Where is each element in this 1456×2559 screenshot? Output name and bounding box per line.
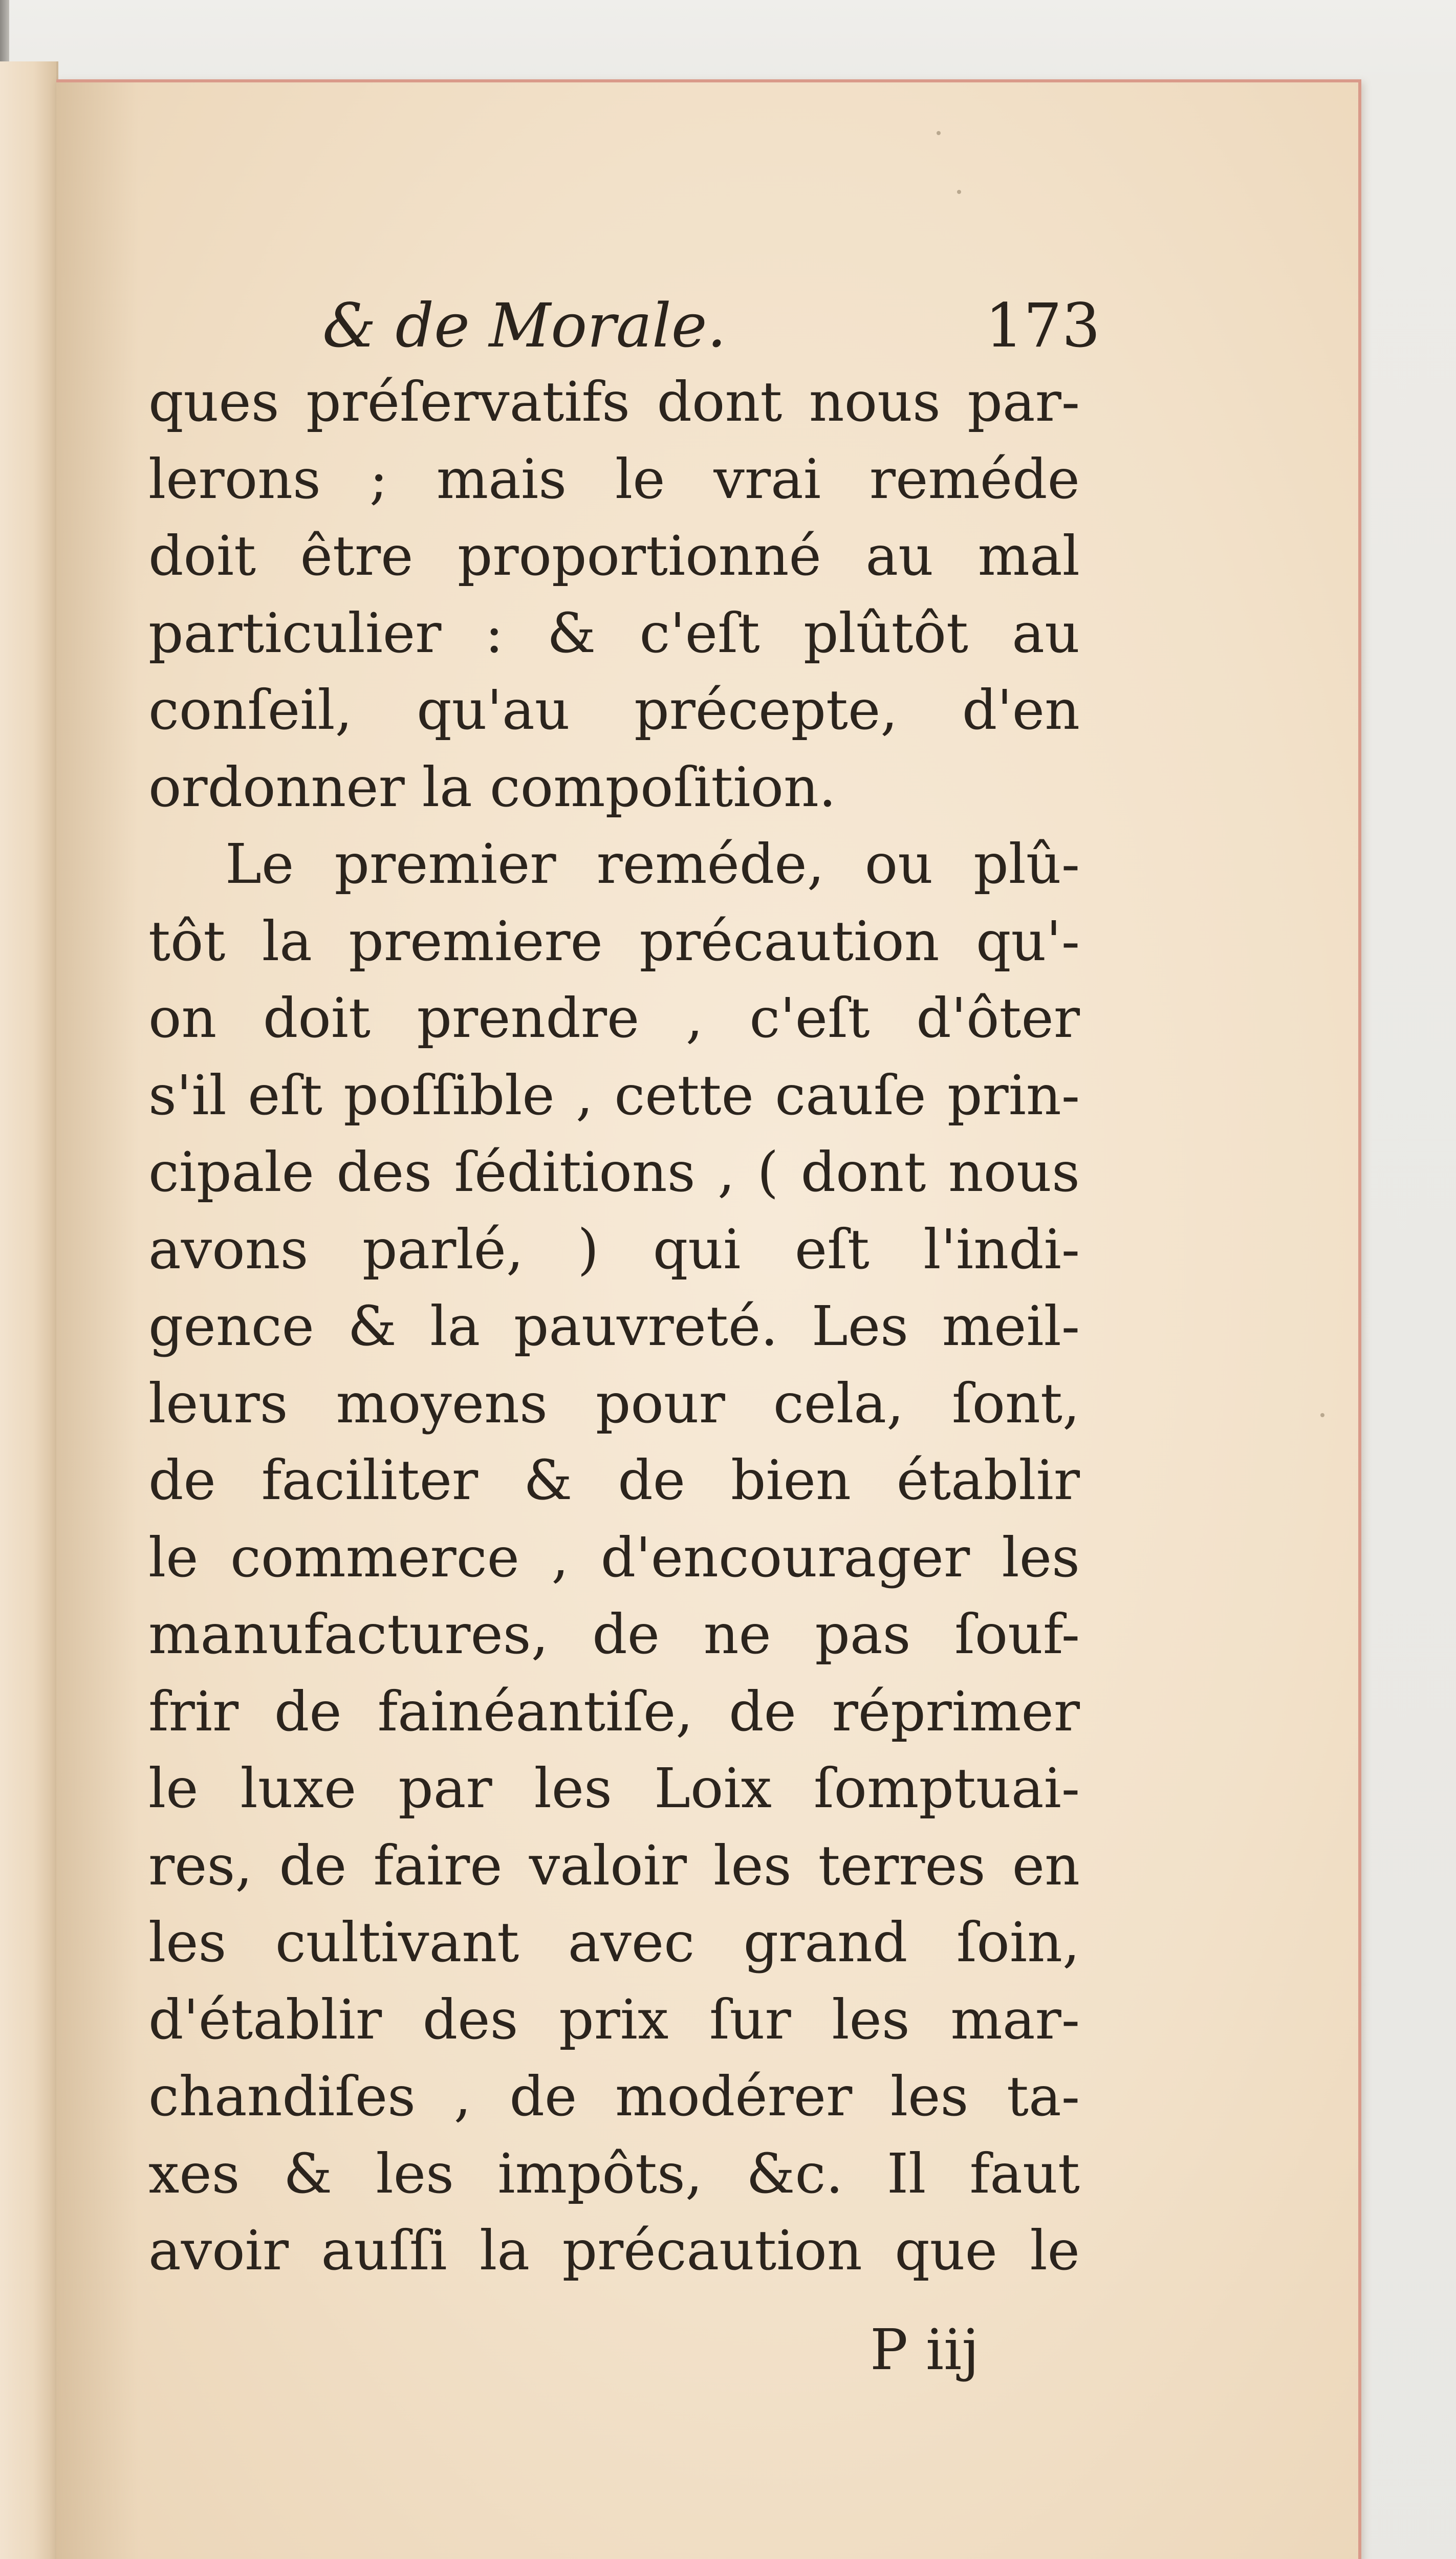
text-line: manufactures, de ne pas ſouf-	[148, 1603, 1080, 1666]
text-line: ordonner la compoſition.	[148, 755, 836, 819]
text-line: d'établir des prix ſur les mar-	[148, 1988, 1080, 2052]
text-line: res, de faire valoir les terres en	[148, 1834, 1080, 1898]
text-line: de faciliter & de bien établir	[148, 1449, 1080, 1512]
text-line: avons parlé, ) qui eſt l'indi-	[148, 1218, 1080, 1282]
text-line: s'il eſt poſſible , cette cauſe prin-	[148, 1064, 1080, 1127]
text-line: particulier : & c'eſt plûtôt au	[148, 601, 1080, 665]
text-line: ques préſervatifs dont nous par-	[148, 371, 1080, 434]
text-line: cipale des ſéditions , ( dont nous	[148, 1141, 1080, 1204]
gutter-shadow	[56, 82, 138, 2559]
signature-mark: P iij	[870, 2317, 980, 2382]
paragraph-2	[148, 826, 1080, 2290]
text-line: avoir auſſi la précaution que le	[148, 2219, 1080, 2283]
page-number: 173	[985, 290, 1100, 361]
text-line: leurs moyens pour cela, ſont,	[148, 1372, 1080, 1436]
text-line: xes & les impôts, &c. Il faut	[148, 2142, 1080, 2206]
book-page	[56, 79, 1361, 2559]
body-text	[148, 364, 1080, 2290]
text-line: frir de fainéantiſe, de réprimer	[148, 1680, 1080, 1744]
text-line: les cultivant avec grand ſoin,	[148, 1911, 1080, 1975]
text-line: conſeil, qu'au précepte, d'en	[148, 679, 1080, 742]
text-line: doit être proportionné au mal	[148, 525, 1080, 588]
text-line: chandiſes , de modérer les ta-	[148, 2065, 1080, 2129]
text-line: le commerce , d'encourager les	[148, 1526, 1080, 1590]
running-header	[322, 285, 1100, 366]
adjacent-page-edge	[0, 61, 58, 2559]
text-line: on doit prendre , c'eſt d'ôter	[148, 987, 1080, 1050]
text-line: gence & la pauvreté. Les meil-	[148, 1295, 1080, 1358]
text-line: lerons ; mais le vrai reméde	[148, 447, 1080, 511]
running-title: & de Morale.	[322, 290, 727, 361]
text-line: tôt la premiere précaution qu'-	[148, 909, 1080, 973]
text-line: le luxe par les Loix ſomptuai-	[148, 1757, 1080, 1820]
paragraph-1	[148, 364, 1080, 826]
text-line: Le premier reméde, ou plû-	[225, 833, 1080, 896]
